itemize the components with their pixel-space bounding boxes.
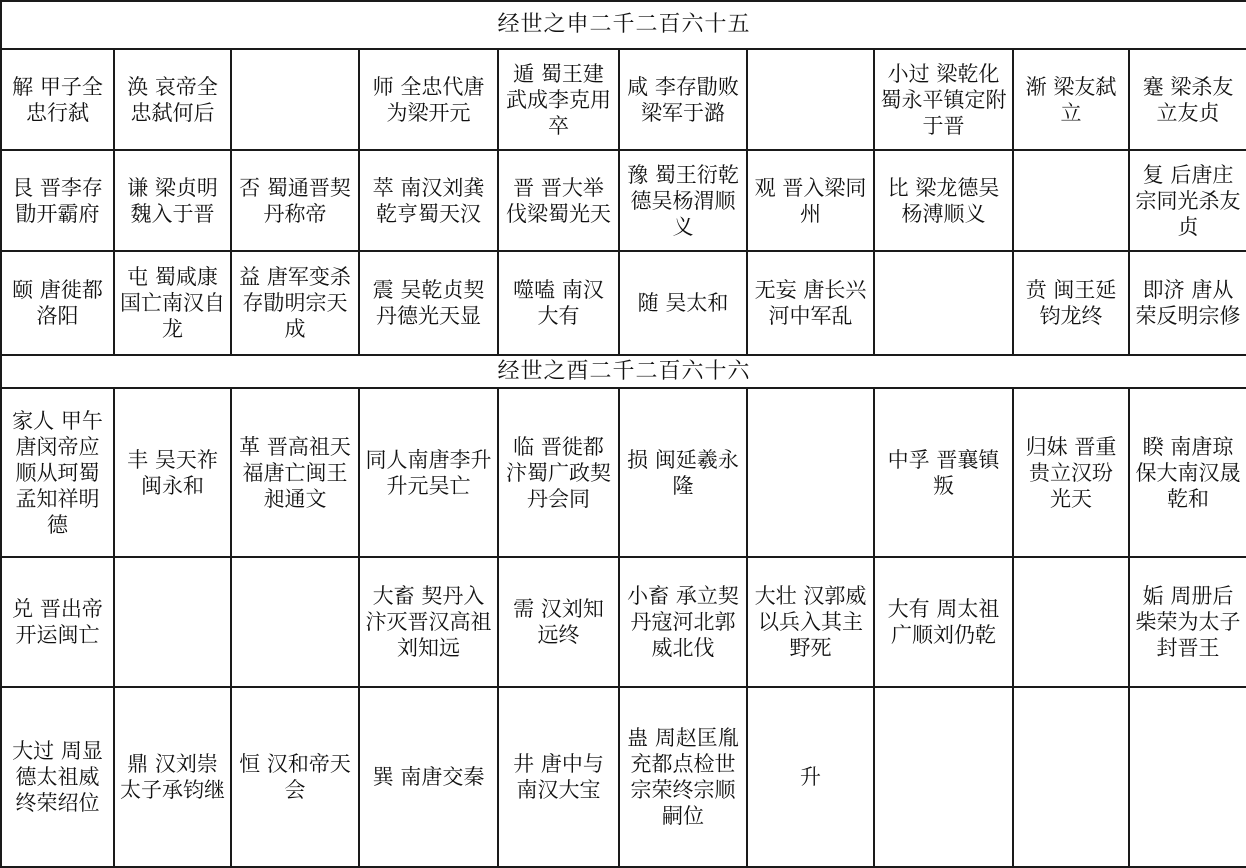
table-cell: 升 [747, 687, 874, 867]
table-cell: 遁 蜀王建武成李克用卒 [498, 49, 619, 150]
table-cell [114, 557, 231, 687]
table-cell: 鼎 汉刘崇太子承钧继 [114, 687, 231, 867]
table-cell: 巽 南唐交秦 [359, 687, 498, 867]
table-row [1, 557, 1246, 687]
table-row [1, 150, 1246, 251]
table-cell: 丰 吴天祚闽永和 [114, 388, 231, 557]
table-cell: 大过 周显德太祖威终荣绍位 [1, 687, 114, 867]
table-cell: 涣 哀帝全忠弑何后 [114, 49, 231, 150]
table-cell: 小过 梁乾化蜀永平镇定附于晋 [874, 49, 1013, 150]
table-cell: 艮 晋李存勖开霸府 [1, 150, 114, 251]
table-row [1, 388, 1246, 557]
table-cell: 兑 晋出帝开运闽亡 [1, 557, 114, 687]
table-cell: 益 唐军变杀存勖明宗天成 [231, 251, 359, 355]
table-cell: 震 吴乾贞契丹德光天显 [359, 251, 498, 355]
table-cell: 蹇 梁杀友立友贞 [1129, 49, 1246, 150]
section-header-row [1, 355, 1246, 388]
table-cell: 革 晋高祖天福唐亡闽王昶通文 [231, 388, 359, 557]
table-cell: 蛊 周赵匡胤充都点检世宗荣终宗顺嗣位 [619, 687, 747, 867]
table-cell: 同人南唐李升升元吴亡 [359, 388, 498, 557]
table-row [1, 49, 1246, 150]
table-cell: 中孚 晋襄镇叛 [874, 388, 1013, 557]
table-cell: 损 闽延羲永隆 [619, 388, 747, 557]
table-cell: 井 唐中与南汉大宝 [498, 687, 619, 867]
table-cell [231, 49, 359, 150]
table-cell: 复 后唐庄宗同光杀友贞 [1129, 150, 1246, 251]
table-cell: 萃 南汉刘龚乾亨蜀天汉 [359, 150, 498, 251]
table-cell: 渐 梁友弑立 [1013, 49, 1129, 150]
table-cell: 大畜 契丹入汴灭晋汉高祖刘知远 [359, 557, 498, 687]
table-cell: 即济 唐从荣反明宗修 [1129, 251, 1246, 355]
table-cell [1013, 687, 1129, 867]
table-row [1, 687, 1246, 867]
table-cell: 否 蜀通晋契丹称帝 [231, 150, 359, 251]
table-cell: 大有 周太祖广顺刘仍乾 [874, 557, 1013, 687]
table-cell: 晋 晋大举伐梁蜀光天 [498, 150, 619, 251]
table-cell [1129, 687, 1246, 867]
table-cell: 需 汉刘知远终 [498, 557, 619, 687]
table-row [1, 251, 1246, 355]
table-cell: 无妄 唐长兴河中军乱 [747, 251, 874, 355]
table-cell: 屯 蜀咸康国亡南汉自龙 [114, 251, 231, 355]
table-cell: 贲 闽王延钧龙终 [1013, 251, 1129, 355]
table-cell: 随 吴太和 [619, 251, 747, 355]
table-cell [747, 388, 874, 557]
section-title: 经世之申二千二百六十五 [1, 1, 1246, 49]
table-cell: 颐 唐徙都洛阳 [1, 251, 114, 355]
table-cell [874, 251, 1013, 355]
table-cell: 解 甲子全忠行弑 [1, 49, 114, 150]
table-cell [874, 687, 1013, 867]
table-cell: 豫 蜀王衍乾德吴杨渭顺义 [619, 150, 747, 251]
table-cell: 大壮 汉郭威以兵入其主野死 [747, 557, 874, 687]
table-cell: 姤 周册后柴荣为太子封晋王 [1129, 557, 1246, 687]
table-cell: 恒 汉和帝天会 [231, 687, 359, 867]
table-cell: 家人 甲午唐闵帝应顺从珂蜀孟知祥明德 [1, 388, 114, 557]
table-cell: 观 晋入梁同州 [747, 150, 874, 251]
table-cell: 归妹 晋重贵立汉玢光天 [1013, 388, 1129, 557]
table-cell: 临 晋徙都汴蜀广政契丹会同 [498, 388, 619, 557]
table-cell [747, 49, 874, 150]
table-cell [1013, 557, 1129, 687]
table-cell: 睽 南唐琼保大南汉晟乾和 [1129, 388, 1246, 557]
table-cell: 比 梁龙德吴杨溥顺义 [874, 150, 1013, 251]
section-title: 经世之酉二千二百六十六 [1, 355, 1246, 388]
table-cell [231, 557, 359, 687]
table-cell: 谦 梁贞明魏入于晋 [114, 150, 231, 251]
table-cell [1013, 150, 1129, 251]
table-cell: 噬嗑 南汉大有 [498, 251, 619, 355]
table-cell: 师 全忠代唐为梁开元 [359, 49, 498, 150]
table-cell: 咸 李存勖败梁军于潞 [619, 49, 747, 150]
section-header-row [1, 1, 1246, 49]
table-cell: 小畜 承立契丹寇河北郭威北伐 [619, 557, 747, 687]
